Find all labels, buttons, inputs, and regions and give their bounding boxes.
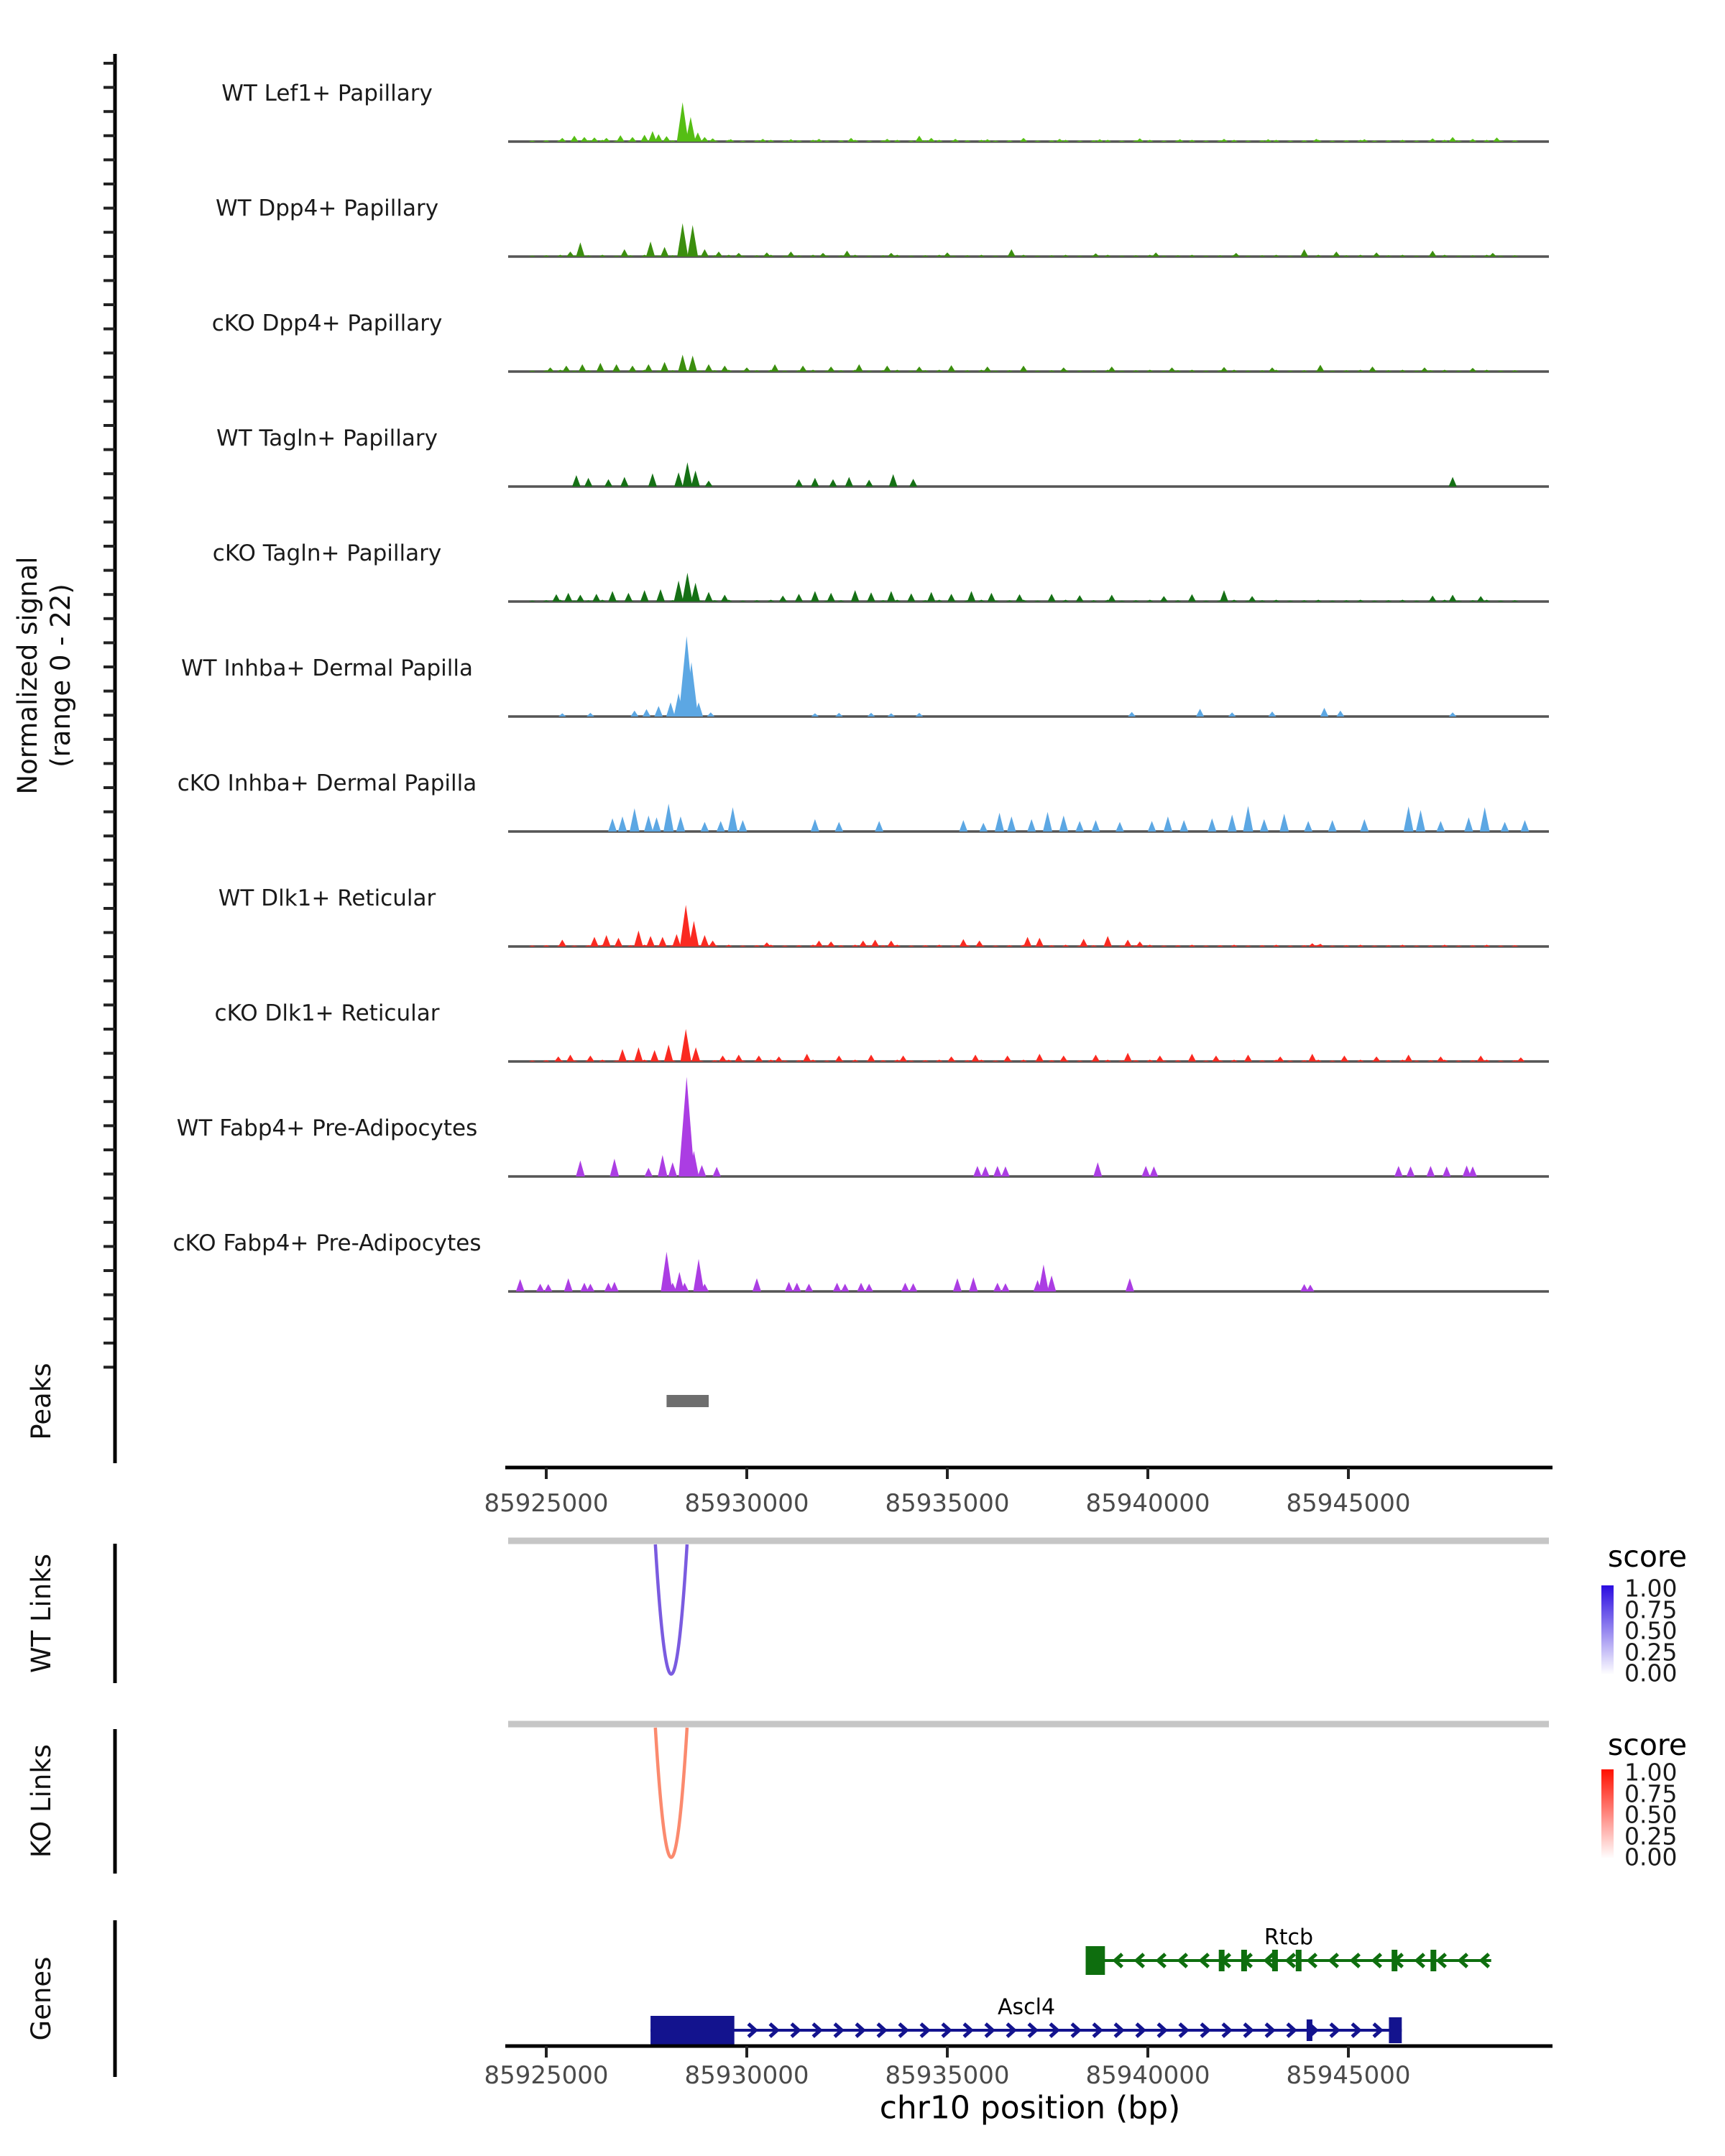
- signal-y-axis: [104, 54, 115, 1391]
- wt-score-tick-0.50: 0.50: [1624, 1616, 1678, 1645]
- signal-track-3: [508, 462, 1549, 487]
- wt-links-panel-label: WT Links: [25, 1554, 57, 1673]
- signal-track-6: [508, 803, 1549, 831]
- track-label-6: cKO Inhba+ Dermal Papilla: [177, 770, 477, 796]
- genes-axis-tick-85925000: 85925000: [484, 2061, 609, 2090]
- wt-links-score-legend-title: score: [1607, 1539, 1688, 1574]
- gene-label-ascl4: Ascl4: [997, 1994, 1056, 2020]
- ko-links-score-colorbar: [1601, 1769, 1614, 1858]
- track-label-9: WT Fabp4+ Pre-Adipocytes: [176, 1115, 478, 1141]
- track-label-10: cKO Fabp4+ Pre-Adipocytes: [172, 1230, 482, 1256]
- track-label-1: WT Dpp4+ Papillary: [215, 195, 439, 221]
- wt-links-score-colorbar: [1601, 1585, 1614, 1674]
- wt-score-tick-0.75: 0.75: [1624, 1595, 1678, 1623]
- signal-track-9: [508, 1077, 1549, 1176]
- peaks-axis-tick-85940000: 85940000: [1085, 1489, 1210, 1518]
- peaks-axis-tick-85925000: 85925000: [484, 1489, 609, 1518]
- genes-x-axis: [505, 2046, 1552, 2058]
- signal-track-4: [508, 573, 1549, 602]
- signal-track-10: [508, 1252, 1549, 1291]
- peak-interval-box: [666, 1395, 709, 1407]
- gene-model-ascl4: [650, 2016, 1402, 2045]
- ko-score-tick-0.75: 0.75: [1624, 1779, 1678, 1807]
- wt-score-tick-0.25: 0.25: [1624, 1638, 1678, 1666]
- wt-links-panel: [508, 1541, 1549, 1674]
- gene-model-rtcb: [1086, 1946, 1491, 1975]
- peaks-x-axis: [505, 1468, 1552, 1479]
- signal-track-0: [508, 102, 1549, 142]
- ko-score-tick-0.50: 0.50: [1624, 1800, 1678, 1829]
- signal-track-7: [508, 905, 1549, 946]
- gene-label-rtcb: Rtcb: [1264, 1925, 1314, 1950]
- ko-links-score-legend-title: score: [1607, 1728, 1688, 1762]
- track-label-4: cKO Tagln+ Papillary: [212, 540, 442, 566]
- genes-axis-tick-85945000: 85945000: [1286, 2061, 1411, 2090]
- wt-score-tick-1.00: 1.00: [1624, 1574, 1678, 1603]
- track-label-5: WT Inhba+ Dermal Papilla: [181, 655, 473, 681]
- ko-score-tick-1.00: 1.00: [1624, 1758, 1678, 1787]
- peaks-axis-tick-85945000: 85945000: [1286, 1489, 1411, 1518]
- track-label-3: WT Tagln+ Papillary: [216, 425, 438, 451]
- track-label-7: WT Dlk1+ Reticular: [218, 885, 436, 911]
- y-axis-label-line1: Normalized signal: [12, 556, 43, 795]
- peaks-panel-label: Peaks: [25, 1363, 57, 1440]
- ko-score-tick-0.00: 0.00: [1624, 1843, 1678, 1871]
- genes-axis-tick-85935000: 85935000: [885, 2061, 1010, 2090]
- genes-panel-label: Genes: [25, 1956, 57, 2041]
- signal-track-1: [508, 224, 1549, 257]
- signal-track-2: [508, 355, 1549, 372]
- signal-track-5: [508, 636, 1549, 717]
- genes-axis-tick-85940000: 85940000: [1085, 2061, 1210, 2090]
- peaks-axis-tick-85935000: 85935000: [885, 1489, 1010, 1518]
- signal-track-8: [508, 1029, 1549, 1061]
- wt-score-tick-0.00: 0.00: [1624, 1659, 1678, 1687]
- x-axis-title: chr10 position (bp): [879, 2089, 1181, 2127]
- genes-axis-tick-85930000: 85930000: [684, 2061, 809, 2090]
- ko-score-tick-0.25: 0.25: [1624, 1822, 1678, 1850]
- ko-links-panel: [508, 1724, 1549, 1858]
- track-label-2: cKO Dpp4+ Papillary: [211, 310, 443, 336]
- track-label-8: cKO Dlk1+ Reticular: [214, 1000, 440, 1026]
- track-label-0: WT Lef1+ Papillary: [221, 80, 433, 106]
- y-axis-label: [12, 556, 78, 794]
- ko-links-panel-label: KO Links: [25, 1743, 57, 1858]
- y-axis-label-line2: (range 0 - 22): [45, 584, 76, 768]
- peaks-axis-tick-85930000: 85930000: [684, 1489, 809, 1518]
